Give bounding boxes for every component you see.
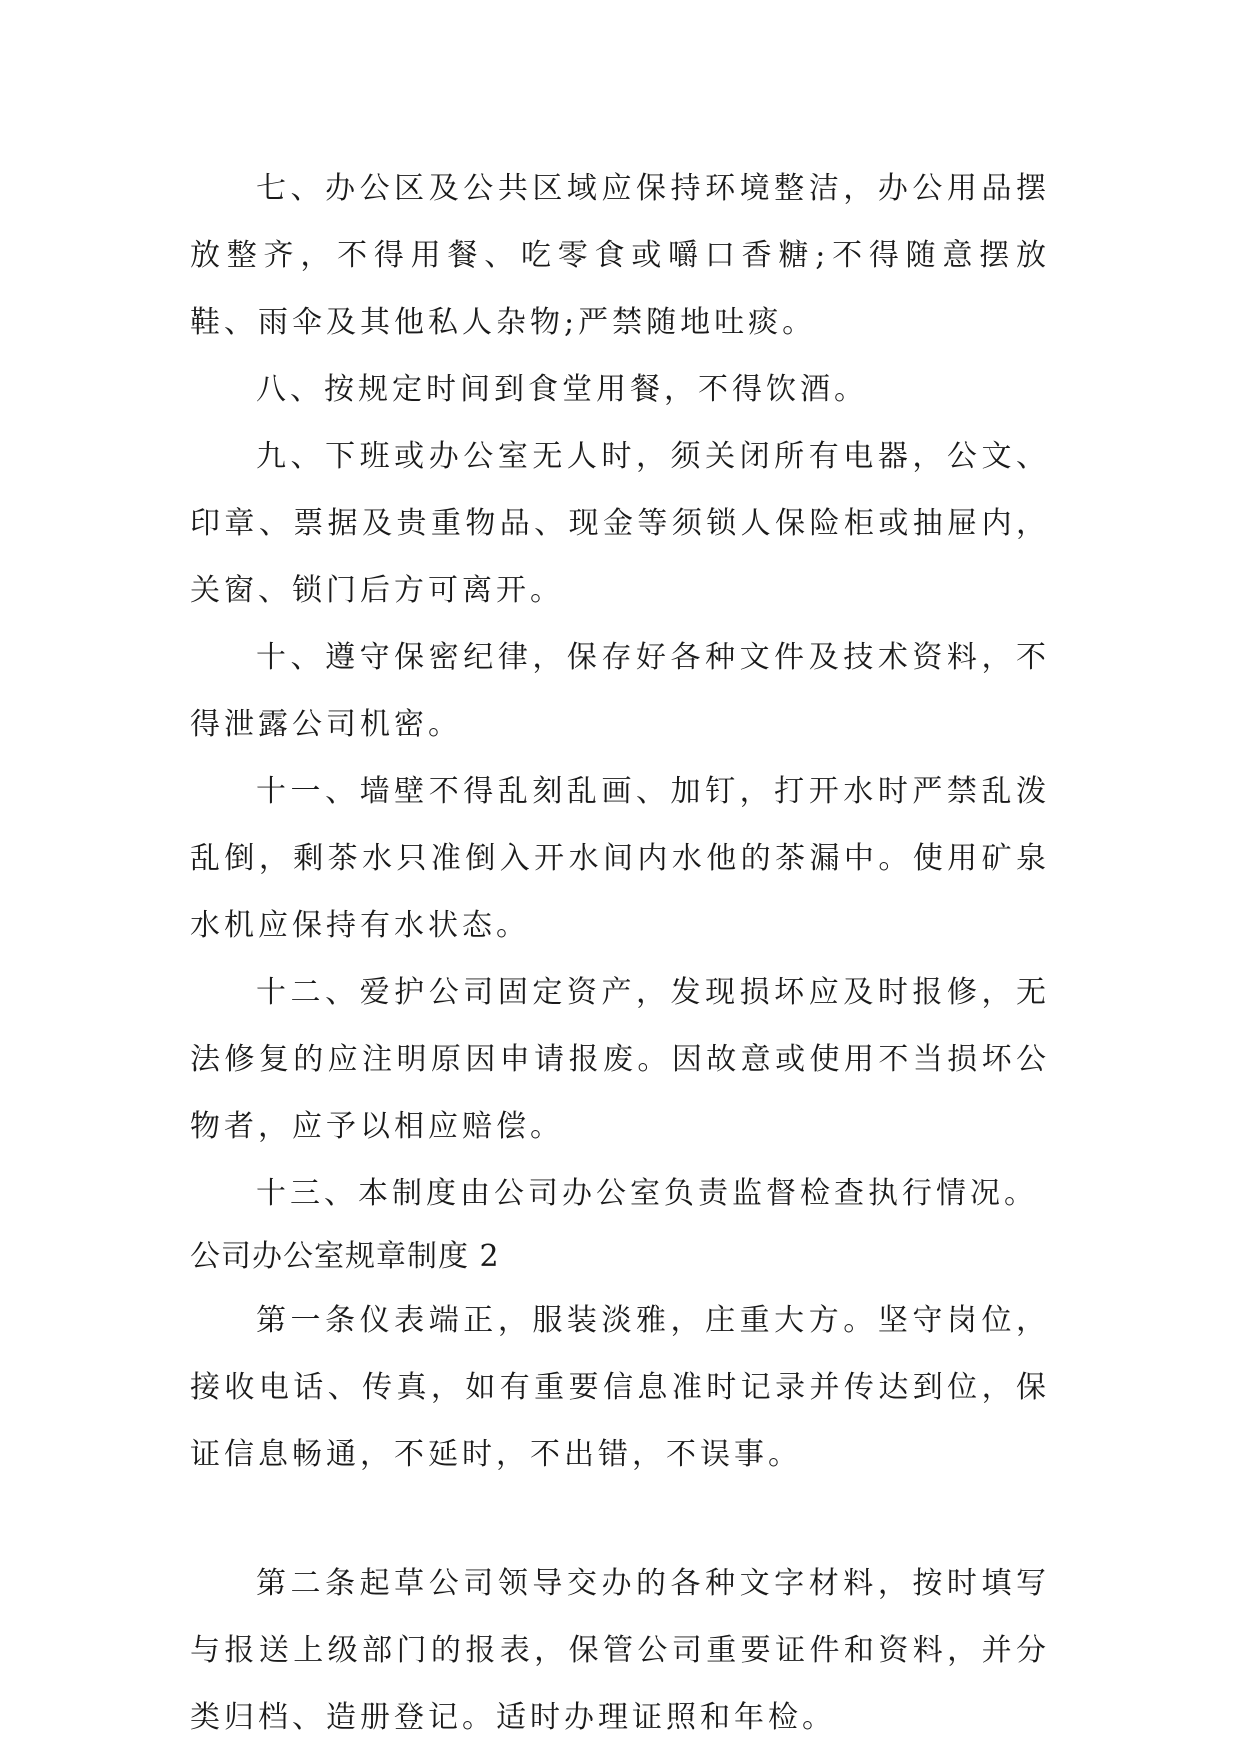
article-paragraph-2: 第二条起草公司领导交办的各种文字材料，按时填写与报送上级部门的报表，保管公司重要证件和资料，并分类归档、造册登记。适时办理证照和年检。 — [190, 1566, 1050, 1735]
rule-paragraph-9: 九、下班或办公室无人时，须关闭所有电器，公文、印章、票据及贵重物品、现金等须锁人保险柜或抽屉内，关窗、锁门后方可离开。 — [190, 439, 1050, 608]
article-paragraph-1: 第一条仪表端正，服装淡雅，庄重大方。坚守岗位，接收电话、传真，如有重要信息准时记录并传达到位，保证信息畅通，不延时，不出错，不误事。 — [190, 1303, 1050, 1472]
rule-paragraph-10: 十、遵守保密纪律，保存好各种文件及技术资料，不得泄露公司机密。 — [190, 640, 1050, 742]
section-title: 公司办公室规章制度 2 — [190, 1239, 500, 1274]
paragraph-gap — [190, 1488, 1050, 1550]
rule-paragraph-12: 十二、爱护公司固定资产，发现损坏应及时报修，无法修复的应注明原因申请报废。因故意或使用不当损坏公物者，应予以相应赔偿。 — [190, 975, 1050, 1144]
rule-paragraph-13: 十三、本制度由公司办公室负责监督检查执行情况。 — [256, 1176, 1038, 1211]
document-page — [190, 155, 1050, 1751]
rule-paragraph-11: 十一、墙壁不得乱刻乱画、加钉，打开水时严禁乱泼乱倒，剩茶水只准倒入开水间内水他的茶漏中。使用矿泉水机应保持有水状态。 — [190, 774, 1050, 943]
rule-paragraph-8: 八、按规定时间到食堂用餐，不得饮酒。 — [256, 372, 868, 407]
rule-paragraph-7: 七、办公区及公共区域应保持环境整洁，办公用品摆放整齐，不得用餐、吃零食或嚼口香糖;不得随意摆放鞋、雨伞及其他私人杂物;严禁随地吐痰。 — [190, 171, 1050, 340]
